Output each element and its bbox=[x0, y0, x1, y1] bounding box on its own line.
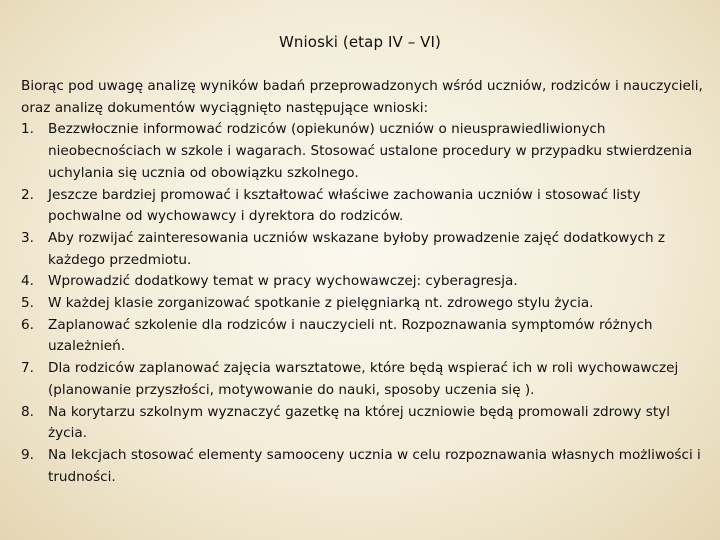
item-text: Wprowadzić dodatkowy temat w pracy wychowawczej: cyberagresja. bbox=[48, 273, 518, 290]
slide-title: Wnioski (etap IV – VI) bbox=[278, 33, 442, 51]
item-number: 6. bbox=[21, 316, 34, 333]
list-item bbox=[21, 119, 707, 184]
item-text: Na korytarzu szkolnym wyznaczyć gazetkę na której uczniowie będą promowali zdrowy styl życia. bbox=[48, 403, 670, 442]
item-text: Jeszcze bardziej promować i kształtować właściwe zachowania uczniów i stosować listy pochwalne od wychowawcy i dyrektora do rodziców. bbox=[48, 186, 641, 225]
slide-content bbox=[21, 76, 707, 488]
item-text: Bezzwłocznie informować rodziców (opiekunów) uczniów o nieusprawiedliwionych nieobecnościach w szkole i wagarach. Stosować ustalone procedury w przypadku stwierdzenia uchylania się ucznia od obowiązku szkolnego. bbox=[48, 121, 693, 181]
item-text: W każdej klasie zorganizować spotkanie z pielęgniarką nt. zdrowego stylu życia. bbox=[48, 295, 594, 312]
item-text: Aby rozwijać zainteresowania uczniów wskazane byłoby prowadzenie zajęć dodatkowych z każdego przedmiotu. bbox=[48, 229, 666, 268]
list-item bbox=[21, 228, 707, 271]
item-number: 2. bbox=[21, 186, 34, 203]
intro-paragraph: Biorąc pod uwagę analizę wyników badań przeprowadzonych wśród uczniów, rodziców i nauczycieli, oraz analizę dokumentów wyciągnięto następujące wnioski: bbox=[21, 78, 703, 116]
list-item bbox=[21, 315, 707, 358]
list-item bbox=[21, 402, 707, 445]
item-number: 5. bbox=[21, 295, 34, 312]
list-item bbox=[21, 185, 707, 228]
item-text: Dla rodziców zaplanować zajęcia warsztatowe, które będą wspierać ich w roli wychowawczej (planowanie przyszłości, motywowanie do nauki, sposoby uczenia się ). bbox=[48, 360, 679, 398]
item-number: 8. bbox=[21, 403, 34, 420]
list-item bbox=[21, 445, 707, 488]
item-number: 3. bbox=[21, 229, 34, 246]
item-number: 7. bbox=[21, 360, 34, 377]
item-number: 4. bbox=[21, 273, 34, 290]
list-item bbox=[21, 358, 707, 401]
list-item bbox=[21, 293, 707, 315]
item-text: Na lekcjach stosować elementy samooceny ucznia w celu rozpoznawania własnych możliwości i trudności. bbox=[48, 446, 701, 485]
conclusions-list bbox=[21, 119, 707, 488]
item-number: 1. bbox=[21, 121, 34, 138]
item-text: Zaplanować szkolenie dla rodziców i nauczycieli nt. Rozpoznawania symptomów różnych uzależnień. bbox=[48, 316, 653, 355]
list-item bbox=[21, 271, 707, 293]
item-number: 9. bbox=[21, 446, 34, 463]
